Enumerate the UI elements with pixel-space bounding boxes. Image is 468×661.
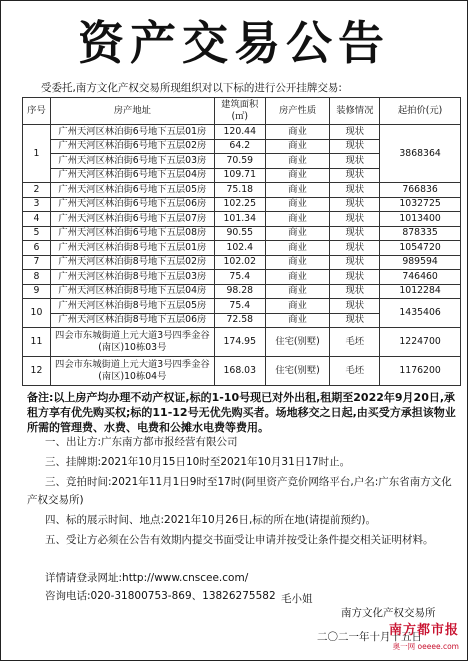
cell-price: 746460 [380,270,461,285]
cell-decor: 现状 [330,125,380,140]
cell-decor: 现状 [330,270,380,285]
header-decor: 装修情况 [330,98,380,125]
table-row [23,284,461,299]
cell-address: 广州天河区林泊街6号地下五层01房 [50,125,214,140]
item-transferor: 一、出让方:广东南方都市报经营有限公司 [45,436,238,448]
cell-price: 878335 [380,226,461,241]
contact-person: 毛小姐 [281,593,313,605]
cell-price: 1224700 [380,328,461,357]
intro-text: 受委托,南方文化产权交易所现组织对以下标的进行公开挂牌交易: [41,82,342,94]
signature-org: 南方文化产权交易所 [341,607,436,619]
cell-nature: 住宅(别墅) [265,357,330,386]
contact-phone: 咨询电话:020-31800753-869、13826275582 [45,590,276,602]
cell-area: 174.95 [214,328,265,357]
cell-address: 广州天河区林泊街6号地下五层03房 [50,154,214,169]
cell-nature: 商业 [265,168,330,183]
cell-area: 75.4 [214,270,265,285]
remarks-note: 备注:以上房产均办理不动产权证,标的1-10号现已对外出租,租期至2022年9月20日,承租方享有优先购买权;标的11-12号无优先购买者。场地移交之日起,由买受方承担该物业所需的管理费、水费、电费和公摊水电费等费用。 [27,391,456,434]
cell-no: 2 [23,183,51,198]
cell-nature: 商业 [265,284,330,299]
cell-decor: 现状 [330,168,380,183]
cell-price: 3868364 [380,125,461,183]
cell-decor: 现状 [330,212,380,227]
cell-decor: 现状 [330,154,380,169]
header-area: 建筑面积(㎡) [214,98,265,125]
cell-no: 11 [23,328,51,357]
cell-area: 90.55 [214,226,265,241]
cell-decor: 现状 [330,226,380,241]
cell-no: 7 [23,255,51,270]
cell-area: 75.4 [214,299,265,314]
item-display-time: 四、标的展示时间、地点:2021年10月26日,标的所在地(请提前预约)。 [45,514,377,526]
cell-price: 1435406 [380,299,461,328]
cell-nature: 商业 [265,299,330,314]
table-row [23,299,461,314]
table-row [23,125,461,140]
cell-area: 101.34 [214,212,265,227]
watermark-sub: 奥一网 oeeee.com [392,642,459,651]
cell-area: 120.44 [214,125,265,140]
cell-area: 102.4 [214,241,265,256]
cell-price: 1054720 [380,241,461,256]
cell-area: 98.28 [214,284,265,299]
cell-address: 广州天河区林泊街6号地下五层06房 [50,197,214,212]
cell-price: 1013400 [380,212,461,227]
signature-date: 二〇二一年十月十五日 [317,631,422,643]
cell-price: 989594 [380,255,461,270]
cell-nature: 商业 [265,270,330,285]
cell-nature: 商业 [265,226,330,241]
header-nature: 房产性质 [265,98,330,125]
cell-price: 1176200 [380,357,461,386]
cell-area: 102.25 [214,197,265,212]
cell-area: 109.71 [214,168,265,183]
cell-no: 12 [23,357,51,386]
cell-no: 9 [23,284,51,299]
cell-nature: 商业 [265,154,330,169]
table-header-row [23,98,461,125]
cell-nature: 商业 [265,197,330,212]
cell-nature: 商业 [265,139,330,154]
cell-address: 广州天河区林泊街8号地下五层02房 [50,255,214,270]
table-row [23,270,461,285]
table-row [23,226,461,241]
cell-decor: 现状 [330,313,380,328]
cell-decor: 现状 [330,299,380,314]
cell-area: 64.2 [214,139,265,154]
property-table [22,97,461,386]
cell-decor: 现状 [330,241,380,256]
cell-decor: 毛坯 [330,357,380,386]
table-row [23,183,461,198]
cell-address: 广州天河区林泊街6号地下五层07房 [50,212,214,227]
cell-address: 广州天河区林泊街8号地下五层06房 [50,313,214,328]
table-row [23,328,461,357]
cell-area: 168.03 [214,357,265,386]
cell-nature: 商业 [265,255,330,270]
cell-decor: 毛坯 [330,328,380,357]
table-row [23,255,461,270]
table-body [23,125,461,386]
cell-no: 3 [23,197,51,212]
cell-no: 1 [23,125,51,183]
cell-address: 广州天河区林泊街6号地下五层02房 [50,139,214,154]
table-row [23,241,461,256]
cell-address: 广州天河区林泊街6号地下五层05房 [50,183,214,198]
cell-nature: 商业 [265,183,330,198]
cell-price: 766836 [380,183,461,198]
cell-area: 72.58 [214,313,265,328]
cell-nature: 商业 [265,241,330,256]
cell-address: 广州天河区林泊街8号地下五层03房 [50,270,214,285]
cell-address: 四会市东城街道上元大道3号四季金谷(南区)10栋03号 [50,328,214,357]
cell-decor: 现状 [330,183,380,198]
cell-nature: 商业 [265,212,330,227]
header-price: 起拍价(元) [380,98,461,125]
item-listing-period: 三、挂牌期:2021年10月15日10时至2021年10月31日17时止。 [45,456,351,468]
contact-website: 详情请登录网址:http://www.cnscee.com/ [45,572,249,584]
cell-decor: 现状 [330,284,380,299]
cell-decor: 现状 [330,255,380,270]
cell-price: 1012284 [380,284,461,299]
cell-address: 广州天河区林泊街8号地下五层05房 [50,299,214,314]
header-no: 序号 [23,98,51,125]
cell-nature: 商业 [265,125,330,140]
cell-address: 广州天河区林泊街8号地下五层01房 [50,241,214,256]
header-address: 房产地址 [50,98,214,125]
cell-price: 1032725 [380,197,461,212]
cell-area: 102.02 [214,255,265,270]
table-row [23,212,461,227]
cell-no: 6 [23,241,51,256]
table-row [23,197,461,212]
cell-no: 8 [23,270,51,285]
cell-nature: 商业 [265,313,330,328]
watermark-logo: 南方都市报 [388,623,459,638]
cell-decor: 现状 [330,139,380,154]
table-row [23,357,461,386]
cell-area: 70.59 [214,154,265,169]
cell-address: 广州天河区林泊街6号地下五层04房 [50,168,214,183]
cell-address: 四会市东城街道上元大道3号四季金谷(南区)10栋04号 [50,357,214,386]
item-requirement: 五、受让方必须在公告有效期内提交书面受让申请并按受让条件提交相关证明材料。 [45,534,434,546]
item-auction-time: 三、竞拍时间:2021年11月1日9时至17时(阿里资产竞价网络平台,户名:广东省南方文化产权交易所) [27,476,452,506]
cell-area: 75.18 [214,183,265,198]
cell-address: 广州天河区林泊街6号地下五层08房 [50,226,214,241]
cell-no: 5 [23,226,51,241]
cell-address: 广州天河区林泊街8号地下五层04房 [50,284,214,299]
cell-decor: 现状 [330,197,380,212]
cell-nature: 住宅(别墅) [265,328,330,357]
cell-no: 10 [23,299,51,328]
page-title: 资产交易公告 [78,16,390,70]
cell-no: 4 [23,212,51,227]
